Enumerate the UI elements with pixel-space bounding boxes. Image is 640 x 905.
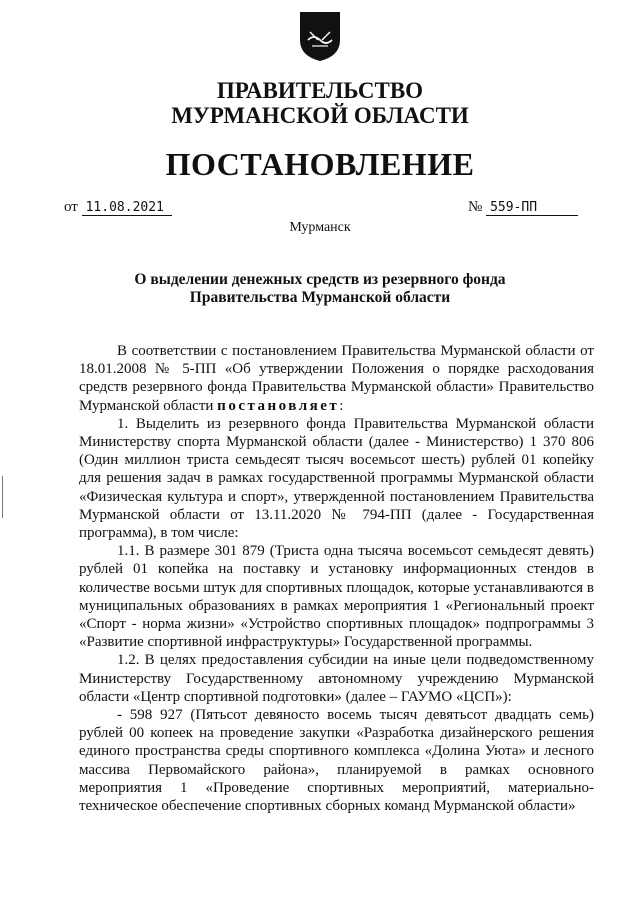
- subject-line-2: Правительства Мурманской области: [189, 289, 451, 306]
- number-line: [468, 199, 578, 216]
- decree-number: 559-ПП: [486, 200, 578, 216]
- date-line: [64, 199, 172, 216]
- paragraph-1-2: 1.2. В целях предоставления субсидии на иные цели подведомственному Министерству Государственному автономному учреждению Мурманской области «Центр спортивной подготовки» (далее – ГАУМО «ЦСП»):: [79, 652, 594, 705]
- government-line-1: ПРАВИТЕЛЬСТВО: [216, 78, 424, 103]
- decree-title: ПОСТАНОВЛЕНИЕ: [165, 146, 475, 182]
- decree-subject: [0, 271, 640, 307]
- paragraph-1: 1. Выделить из резервного фонда Правительства Мурманской области Министерству спорта Мурманской области (далее - Министерство) 1 370 806 (Один миллион триста семьдесят тысяч восемьсот шесть) рублей 01 копейку для решения задач в рамках государственной программы Мурманской области «Физическая культура и спорт», утвержденной постановлением Правительства Мурманской области от 13.11.2020 № 794-ПП (далее - Государственная программа), в том числе:: [79, 415, 594, 542]
- government-line-2: МУРМАНСКОЙ ОБЛАСТИ: [171, 103, 469, 128]
- government-heading: [0, 78, 640, 128]
- paragraph-dash-item: - 598 927 (Пятьсот девяносто восемь тысяч девятьсот двадцать семь) рублей 00 копеек на проведение закупки «Разработка дизайнерского решения единого пространства среды спортивного комплекса «Долина Уюта» и лесного массива Первомайского района», планируемой в рамках основного мероприятия 1 «Проведение спортивных мероприятий, материально-техническое обеспечение спортивных сборных команд Мурманской области»: [79, 707, 594, 815]
- subject-line-1: О выделении денежных средств из резервного фонда: [134, 271, 506, 288]
- date-prefix: от: [64, 199, 78, 215]
- paragraph-1-1: 1.1. В размере 301 879 (Триста одна тысяча восемьсот семьдесят девять) рублей 01 копейка на поставку и установку информационных стендов в количестве восьми штук для спортивных площадок, которые устанавливаются в муниципальных образованиях в рамках мероприятия 1 «Региональный проект «Спорт - норма жизни» «Устройство спортивных площадок» подпрограммы 3 «Развитие спортивной инфраструктуры» Государственной программы.: [79, 543, 594, 651]
- margin-mark: [2, 476, 3, 518]
- intro-keyword: постановляет: [217, 397, 340, 414]
- intro-paragraph: [79, 342, 594, 415]
- number-prefix: №: [468, 199, 483, 215]
- coat-of-arms-emblem: [298, 10, 342, 62]
- decree-body: [79, 342, 594, 815]
- intro-end: :: [339, 397, 344, 414]
- decree-date: 11.08.2021: [82, 200, 172, 216]
- city-name: Мурманск: [289, 220, 351, 235]
- intro-text: В соответствии с постановлением Правительства Мурманской области от 18.01.2008 № 5-ПП «Об утверждении Положения о порядке расходования средств резервного фонда Правительства Мурманской области» Правительство Мурманской области: [79, 343, 594, 414]
